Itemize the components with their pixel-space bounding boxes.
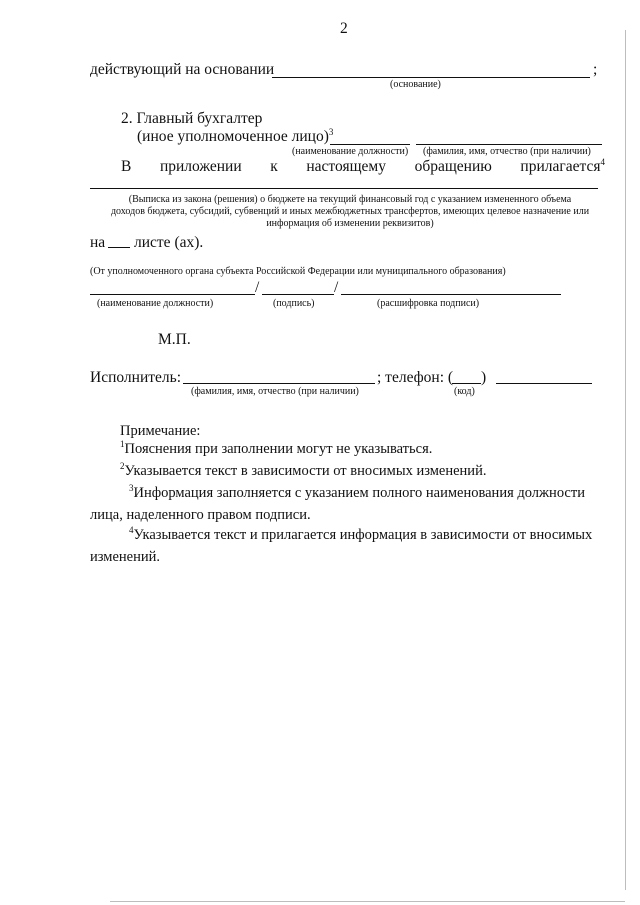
accountant-position-blank (330, 144, 410, 145)
appendix-caption: (Выписка из закона (решения) о бюджете на текущий финансовый год с указанием измененного объема доходов бюджета, субсидий, субвенций и иных межбюджетных трансфертов, имеющих целевое назначение или информация об изменении реквизитов) (110, 194, 590, 229)
authority-sign-blank (262, 294, 334, 295)
note-item: $^4$Указывается текст и прилагается информация в зависимости от вносимых (129, 525, 593, 543)
executor-code-blank (452, 383, 481, 384)
sheets-blank (108, 247, 130, 248)
appendix-word: к (270, 158, 278, 175)
appendix-blank (90, 188, 598, 189)
executor-phone-label: ; телефон: ( (377, 369, 454, 386)
accountant-line: (иное уполномоченное лицо)$^3$ (137, 126, 334, 145)
note-item-continuation: лица, наделенного правом подписи. (90, 507, 311, 523)
authority-sep: / (334, 279, 339, 296)
executor-caption-name: (фамилия, имя, отчество (при наличии) (191, 386, 359, 397)
note-item: $^3$Информация заполняется с указанием полного наименования должности (129, 483, 585, 501)
executor-name-blank (183, 383, 375, 384)
page-number: 2 (340, 20, 348, 37)
scan-edge-right (625, 30, 626, 890)
executor-caption-code: (код) (454, 386, 475, 397)
executor-phone-close: ) (481, 369, 487, 386)
basis-end: ; (593, 61, 598, 78)
scan-edge-bottom (110, 901, 625, 902)
appendix-word: обращению (414, 158, 492, 175)
authority-caption-sign: (подпись) (273, 298, 315, 309)
basis-caption: (основание) (390, 79, 441, 90)
appendix-word: В (121, 158, 132, 175)
authority-sep: / (255, 279, 260, 296)
authority-caption-decode: (расшифровка подписи) (377, 298, 480, 309)
accountant-heading: 2. Главный бухгалтер (121, 110, 263, 127)
note-item: $^1$Пояснения при заполнении могут не указываться. (120, 439, 433, 457)
appendix-word-last: прилагается$^4$ (520, 156, 605, 175)
sheets-suffix: листе (ах). (134, 234, 204, 251)
accountant-name-blank (416, 144, 602, 145)
notes-title: Примечание: (120, 423, 201, 439)
accountant-caption-name: (фамилия, имя, отчество (при наличии) (423, 146, 591, 157)
authority-position-blank (90, 294, 255, 295)
basis-blank (272, 77, 590, 78)
accountant-caption-position: (наименование должности) (292, 146, 409, 157)
appendix-line (121, 158, 605, 176)
sheets-prefix: на (90, 234, 106, 251)
appendix-word: приложении (159, 158, 242, 175)
stamp-place: М.П. (158, 331, 191, 348)
authority-decode-blank (341, 294, 561, 295)
executor-label: Исполнитель: (90, 369, 182, 386)
appendix-word: настоящему (306, 158, 386, 175)
authority-caption-position: (наименование должности) (97, 298, 214, 309)
note-item-continuation: изменений. (90, 549, 160, 565)
basis-text: действующий на основании (90, 61, 275, 78)
note-item: $^2$Указывается текст в зависимости от вносимых изменений. (120, 461, 487, 479)
executor-phone-blank (496, 383, 592, 384)
authority-text: (От уполномоченного органа субъекта Российской Федерации или муниципального образования) (90, 266, 506, 277)
